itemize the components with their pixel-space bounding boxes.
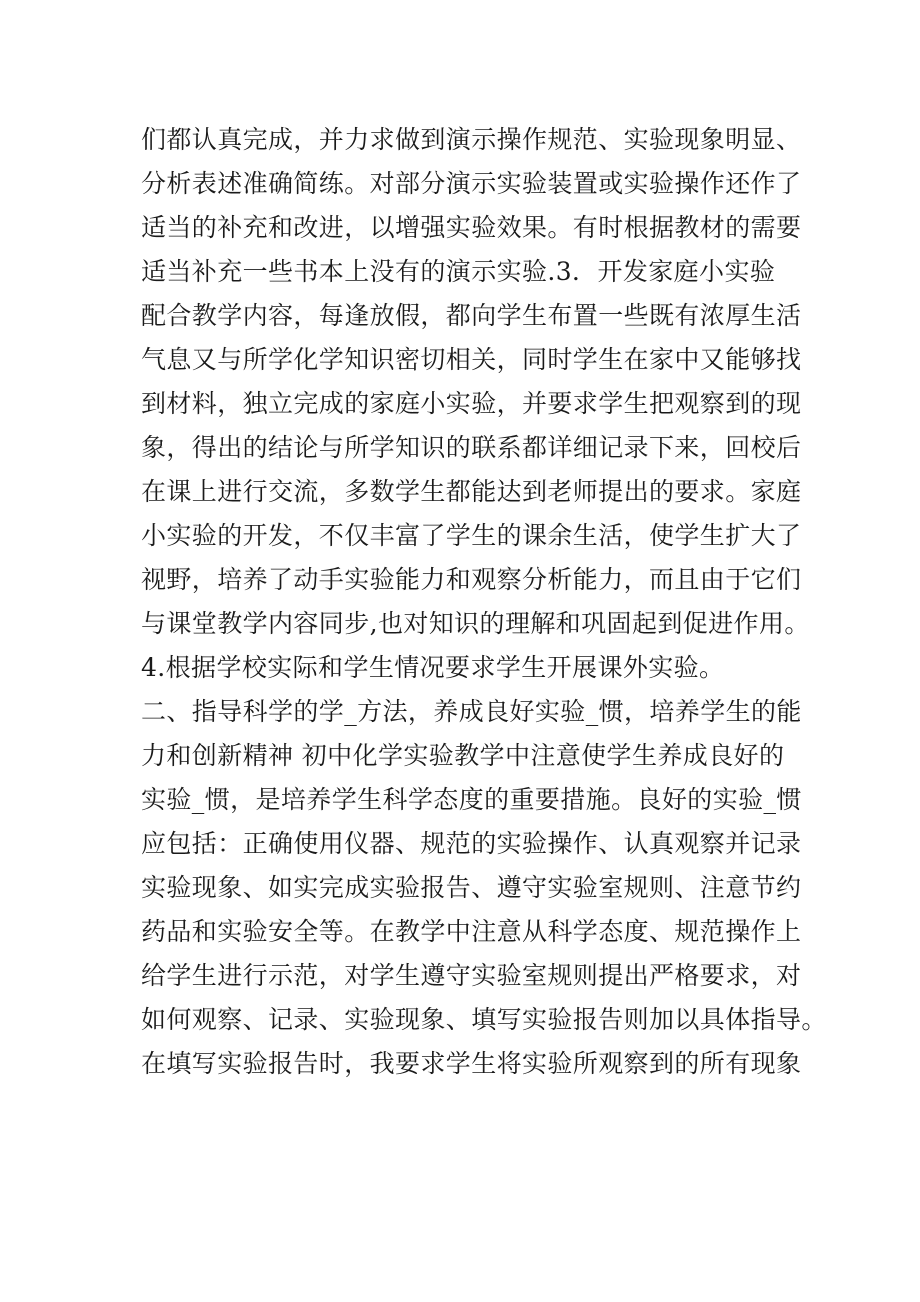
text-line: 小实验的开发，不仅丰富了学生的课余生活，使学生扩大了 [141,521,802,550]
text-line: 给学生进行示范，对学生遵守实验室规则提出严格要求，对 [141,961,802,990]
text-line: 气息又与所学化学知识密切相关，同时学生在家中又能够找 [141,345,802,374]
text-line: 药品和实验安全等。在教学中注意从科学态度、规范操作上 [141,917,802,946]
text-line: 与课堂教学内容同步,也对知识的理解和巩固起到促进作用。 [141,609,810,638]
text-line: 在课上进行交流，多数学生都能达到老师提出的要求。家庭 [141,477,802,506]
text-line: 视野，培养了动手实验能力和观察分析能力，而且由于它们 [141,565,802,594]
text-line: 适当的补充和改进，以增强实验效果。有时根据教材的需要 [141,213,802,242]
text-line: 实验_惯，是培养学生科学态度的重要措施。良好的实验_惯 [141,785,802,814]
text-line: 配合教学内容，每逢放假，都向学生布置一些既有浓厚生活 [141,301,802,330]
text-line: 分析表述准确简练。对部分演示实验装置或实验操作还作了 [141,169,802,198]
text-line: 如何观察、记录、实验现象、填写实验报告则加以具体指导。 [141,1005,827,1034]
text-line: 在填写实验报告时，我要求学生将实验所观察到的所有现象 [141,1049,802,1078]
text-line: 力和创新精神 初中化学实验教学中注意使学生养成良好的 [141,741,785,770]
body-text [141,118,827,1086]
text-line: 们都认真完成，并力求做到演示操作规范、实验现象明显、 [141,125,802,154]
text-line: 到材料，独立完成的家庭小实验，并要求学生把观察到的现 [141,389,802,418]
text-line: 4.根据学校实际和学生情况要求学生开展课外实验。 [141,653,725,682]
text-line: 实验现象、如实完成实验报告、遵守实验室规则、注意节约 [141,873,802,902]
text-line: 二、指导科学的学_方法，养成良好实验_惯，培养学生的能 [141,697,802,726]
text-line: 适当补充一些书本上没有的演示实验.3．开发家庭小实验 [141,257,776,286]
text-line: 应包括：正确使用仪器、规范的实验操作、认真观察并记录 [141,829,802,858]
text-line: 象，得出的结论与所学知识的联系都详细记录下来，回校后 [141,433,802,462]
